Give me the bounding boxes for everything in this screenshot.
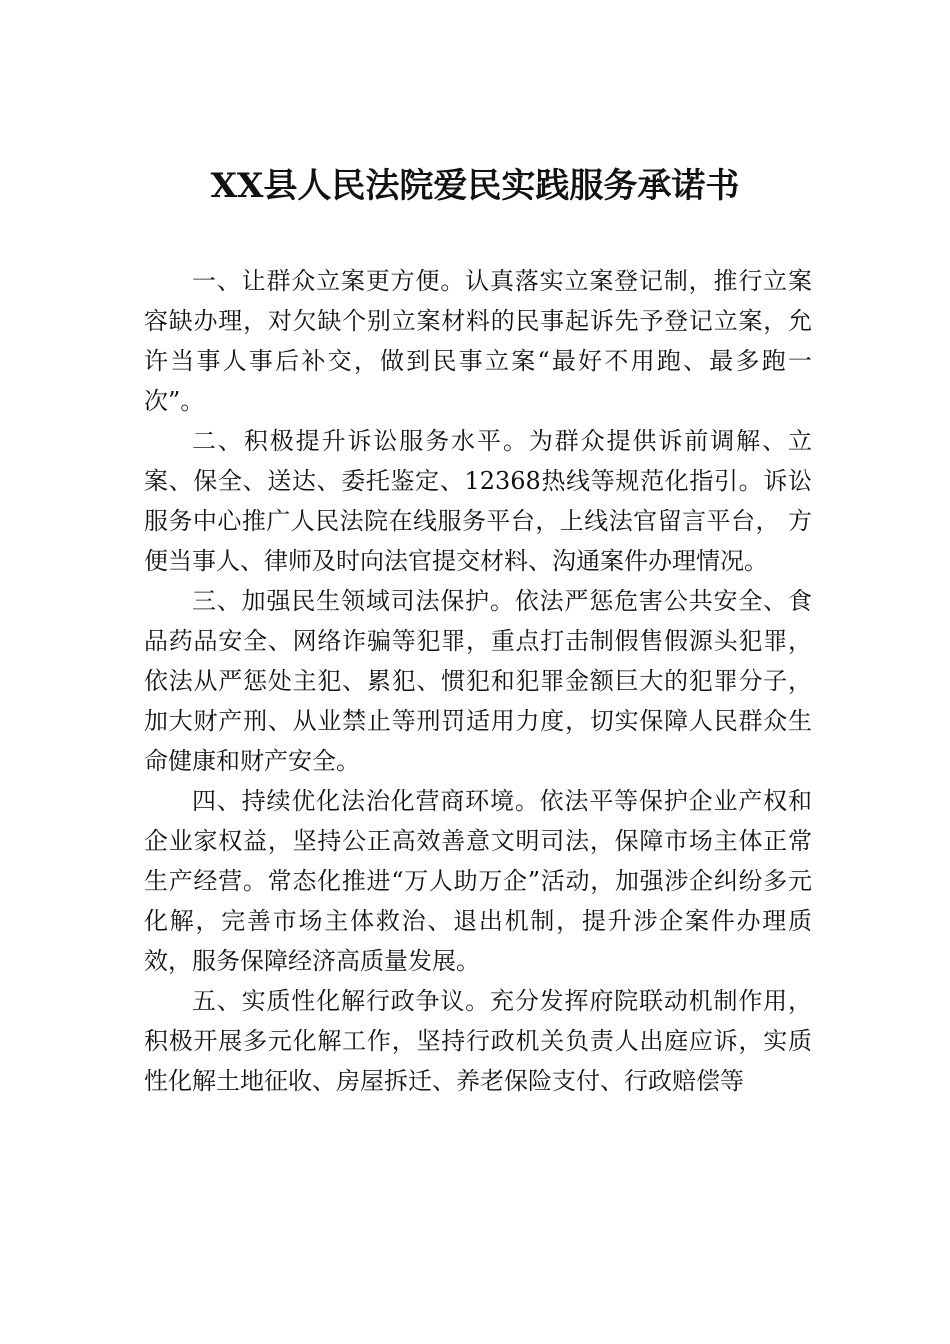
- paragraph-5: 五、实质性化解行政争议。充分发挥府院联动机制作用，积极开展多元化解工作，坚持行政机关负责人出庭应诉，实质性化解土地征收、房屋拆迁、养老保险支付、行政赔偿等: [144, 987, 812, 1095]
- paragraph-2: 二、积极提升诉讼服务水平。为群众提供诉前调解、立案、保全、送达、委托鉴定、12368热线等规范化指引。诉讼服务中心推广人民法院在线服务平台，上线法官留言平台， 方便当事人、律师及时向法官提交材料、沟通案件办理情况。: [144, 427, 812, 575]
- document-title: XX县人民法院爱民实践服务承诺书: [210, 166, 740, 206]
- paragraph-1: 一、让群众立案更方便。认真落实立案登记制，推行立案容缺办理，对欠缺个别立案材料的民事起诉先予登记立案，允许当事人事后补交，做到民事立案“最好不用跑、最多跑一次”。: [144, 267, 812, 415]
- paragraph-3: 三、加强民生领域司法保护。依法严惩危害公共安全、食品药品安全、网络诈骗等犯罪，重点打击制假售假源头犯罪，依法从严惩处主犯、累犯、惯犯和犯罪金额巨大的犯罪分子，加大财产刑、从业禁止等刑罚适用力度，切实保障人民群众生命健康和财产安全。: [144, 587, 812, 775]
- document-body: [144, 261, 812, 1101]
- paragraph-4: 四、持续优化法治化营商环境。依法平等保护企业产权和企业家权益，坚持公正高效善意文明司法，保障市场主体正常生产经营。常态化推进“万人助万企”活动，加强涉企纠纷多元化解，完善市场主体救治、退出机制，提升涉企案件办理质效，服务保障经济高质量发展。: [144, 787, 812, 975]
